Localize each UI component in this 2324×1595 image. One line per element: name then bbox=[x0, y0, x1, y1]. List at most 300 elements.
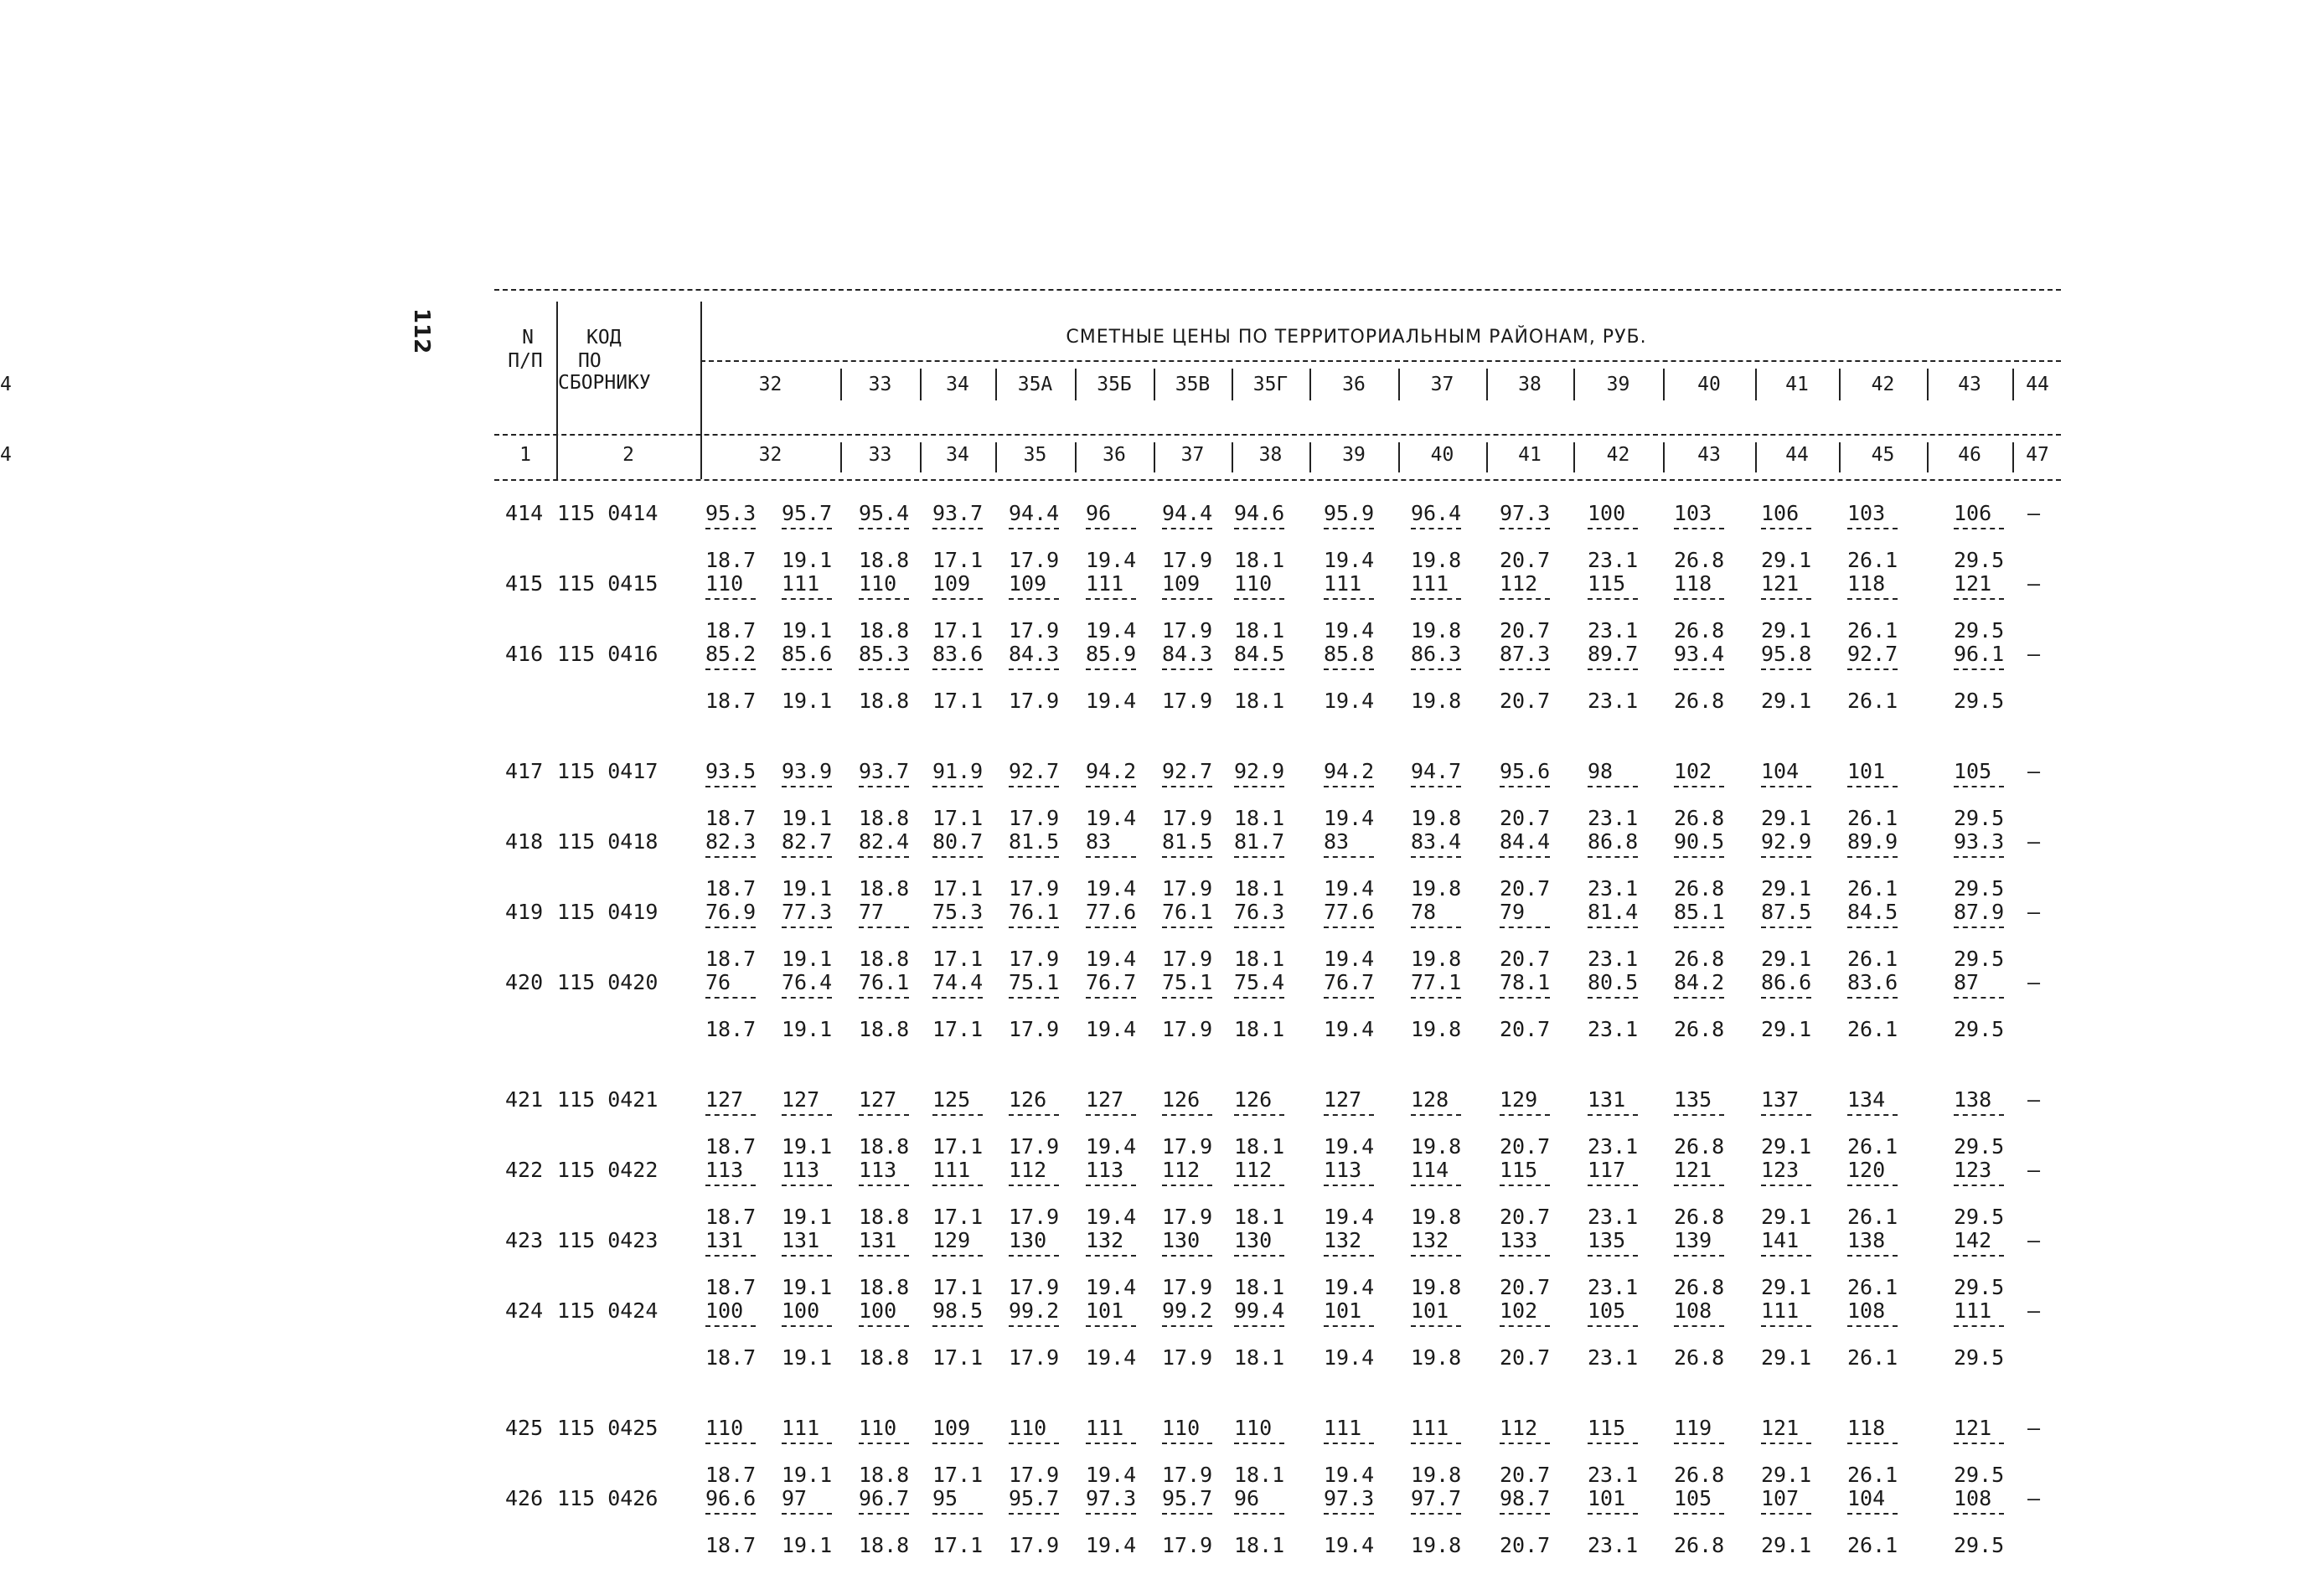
price-value: 113 bbox=[782, 1158, 820, 1182]
denominator-value: 18.1 bbox=[1234, 1134, 1285, 1159]
district-label: 36 bbox=[1342, 374, 1366, 395]
fraction-bar bbox=[1761, 1114, 1811, 1116]
row-code: 115 0417 bbox=[557, 759, 658, 783]
denominator-value: 18.7 bbox=[705, 1345, 757, 1370]
district-label: 43 bbox=[1958, 374, 1981, 395]
price-value: 121 bbox=[1954, 1416, 1992, 1440]
price-value: 77 bbox=[859, 900, 885, 924]
fraction-bar bbox=[859, 856, 909, 858]
price-value: 89.7 bbox=[1588, 642, 1639, 666]
fraction-bar bbox=[1234, 1114, 1284, 1116]
price-value: 85.8 bbox=[1324, 642, 1375, 666]
price-value: 83.4 bbox=[1411, 829, 1462, 854]
denominator-value: 19.4 bbox=[1086, 618, 1137, 643]
denominator-value: 19.4 bbox=[1086, 1533, 1137, 1557]
price-value: 134 bbox=[1847, 1087, 1886, 1112]
fraction-bar bbox=[1234, 1185, 1284, 1186]
fraction-bar bbox=[782, 668, 832, 670]
denominator-value: 19.1 bbox=[782, 947, 833, 971]
price-value: 111 bbox=[1324, 1416, 1362, 1440]
district-label: 33 bbox=[868, 374, 892, 395]
price-value: 118 bbox=[1674, 571, 1712, 596]
price-value: 98 bbox=[1588, 759, 1614, 783]
price-value: 110 bbox=[1162, 1416, 1201, 1440]
fraction-bar bbox=[1086, 1185, 1136, 1186]
price-value: 127 bbox=[1324, 1087, 1362, 1112]
fraction-bar bbox=[932, 528, 983, 529]
denominator-value: 29.5 bbox=[1954, 1205, 2005, 1229]
fraction-bar bbox=[1234, 856, 1284, 858]
fraction-bar bbox=[782, 1185, 832, 1186]
fraction-bar bbox=[1086, 1325, 1136, 1327]
fraction-bar bbox=[1588, 1185, 1638, 1186]
price-value: 108 bbox=[1674, 1298, 1712, 1323]
fraction-bar bbox=[1500, 927, 1550, 928]
price-value: 118 bbox=[1847, 571, 1886, 596]
district-label: 4 bbox=[0, 374, 12, 395]
denominator-value: 19.1 bbox=[782, 689, 833, 713]
denominator-value: 17.9 bbox=[1162, 1463, 1213, 1487]
fraction-bar bbox=[1009, 1255, 1059, 1257]
fraction-bar bbox=[705, 598, 756, 600]
price-value: 92.7 bbox=[1009, 759, 1060, 783]
fraction-bar bbox=[1009, 598, 1059, 600]
denominator-value: 19.4 bbox=[1086, 1463, 1137, 1487]
price-value: 135 bbox=[1674, 1087, 1712, 1112]
fraction-bar bbox=[1761, 927, 1811, 928]
denominator-value: 18.1 bbox=[1234, 806, 1285, 830]
price-value: 96 bbox=[1086, 501, 1112, 525]
price-value: 95 bbox=[932, 1486, 958, 1510]
price-value: 94.6 bbox=[1234, 501, 1285, 525]
denominator-value: 18.7 bbox=[705, 618, 757, 643]
fraction-bar bbox=[1411, 1325, 1461, 1327]
fraction-bar bbox=[1411, 1513, 1461, 1515]
denominator-value: 26.8 bbox=[1674, 947, 1725, 971]
fraction-bar bbox=[1411, 997, 1461, 999]
denominator-value: 18.8 bbox=[859, 1275, 910, 1299]
denominator-value: 19.1 bbox=[782, 1275, 833, 1299]
denominator-value: 17.9 bbox=[1009, 947, 1060, 971]
price-value: 126 bbox=[1234, 1087, 1273, 1112]
denominator-value: 26.1 bbox=[1847, 1017, 1898, 1041]
fraction-bar bbox=[1411, 856, 1461, 858]
fraction-bar bbox=[1847, 1325, 1898, 1327]
denominator-value: 18.8 bbox=[859, 1017, 910, 1041]
price-value: 128 bbox=[1411, 1087, 1449, 1112]
price-value: 77.6 bbox=[1086, 900, 1137, 924]
price-value: 111 bbox=[932, 1158, 971, 1182]
price-value: 95.3 bbox=[705, 501, 757, 525]
denominator-value: 19.4 bbox=[1086, 806, 1137, 830]
price-value: 123 bbox=[1761, 1158, 1800, 1182]
fraction-bar bbox=[1500, 1443, 1550, 1444]
denominator-value: 23.1 bbox=[1588, 806, 1639, 830]
price-value: 110 bbox=[859, 571, 897, 596]
fraction-bar bbox=[1086, 1443, 1136, 1444]
price-value: 109 bbox=[1009, 571, 1047, 596]
denominator-value: 26.1 bbox=[1847, 1275, 1898, 1299]
fraction-bar bbox=[1234, 927, 1284, 928]
fraction-bar bbox=[705, 1185, 756, 1186]
fraction-bar bbox=[1009, 528, 1059, 529]
fraction-bar bbox=[1588, 997, 1638, 999]
denominator-value: 29.1 bbox=[1761, 947, 1812, 971]
row-code: 115 0414 bbox=[557, 501, 658, 525]
denominator-value: 19.1 bbox=[782, 1134, 833, 1159]
row-number: 424 bbox=[505, 1298, 544, 1323]
price-value: 107 bbox=[1761, 1486, 1800, 1510]
price-value: 96.6 bbox=[705, 1486, 757, 1510]
fraction-bar bbox=[1086, 856, 1136, 858]
denominator-value: 23.1 bbox=[1588, 1345, 1639, 1370]
row-number: 415 bbox=[505, 571, 544, 596]
fraction-bar bbox=[1234, 1443, 1284, 1444]
price-value: 105 bbox=[1674, 1486, 1712, 1510]
fraction-bar bbox=[1674, 1443, 1724, 1444]
fraction-bar bbox=[1761, 997, 1811, 999]
price-value: 121 bbox=[1761, 571, 1800, 596]
price-value: 81.5 bbox=[1009, 829, 1060, 854]
fraction-bar bbox=[932, 1513, 983, 1515]
price-value: 100 bbox=[705, 1298, 744, 1323]
fraction-bar bbox=[1162, 1114, 1212, 1116]
fraction-bar bbox=[1674, 997, 1724, 999]
row-number: 425 bbox=[505, 1416, 544, 1440]
denominator-value: 19.8 bbox=[1411, 876, 1462, 901]
row-number: 414 bbox=[505, 501, 544, 525]
price-value: 76 bbox=[705, 970, 731, 994]
fraction-bar bbox=[1162, 1325, 1212, 1327]
price-value: 95.7 bbox=[1162, 1486, 1213, 1510]
fraction-bar bbox=[1162, 856, 1212, 858]
price-value: 113 bbox=[705, 1158, 744, 1182]
fraction-bar bbox=[859, 1325, 909, 1327]
price-value: 76.7 bbox=[1324, 970, 1375, 994]
denominator-value: 18.1 bbox=[1234, 876, 1285, 901]
fraction-bar bbox=[932, 856, 983, 858]
price-value: 93.4 bbox=[1674, 642, 1725, 666]
fraction-bar bbox=[1847, 668, 1898, 670]
price-value: 100 bbox=[782, 1298, 820, 1323]
price-value: 92.9 bbox=[1761, 829, 1812, 854]
truncated-column-mark: – bbox=[2027, 1087, 2041, 1112]
fraction-bar bbox=[1086, 786, 1136, 787]
fraction-bar bbox=[782, 997, 832, 999]
truncated-column-mark: – bbox=[2027, 1298, 2041, 1323]
truncated-column-mark: – bbox=[2027, 1486, 2041, 1510]
fraction-bar bbox=[1954, 1185, 2004, 1186]
price-value: 101 bbox=[1847, 759, 1886, 783]
fraction-bar bbox=[1954, 927, 2004, 928]
district-label: 35Г bbox=[1252, 374, 1289, 395]
fraction-bar bbox=[1761, 1513, 1811, 1515]
fraction-bar bbox=[1588, 927, 1638, 928]
denominator-value: 20.7 bbox=[1500, 876, 1551, 901]
price-value: 84.2 bbox=[1674, 970, 1725, 994]
price-value: 95.8 bbox=[1761, 642, 1812, 666]
denominator-value: 20.7 bbox=[1500, 806, 1551, 830]
fraction-bar bbox=[1009, 856, 1059, 858]
denominator-value: 17.1 bbox=[932, 1017, 984, 1041]
fraction-bar bbox=[1324, 1513, 1374, 1515]
denominator-value: 26.1 bbox=[1847, 947, 1898, 971]
denominator-value: 29.5 bbox=[1954, 1017, 2005, 1041]
price-value: 94.4 bbox=[1162, 501, 1213, 525]
fraction-bar bbox=[1761, 1185, 1811, 1186]
denominator-value: 26.8 bbox=[1674, 1017, 1725, 1041]
denominator-value: 18.1 bbox=[1234, 618, 1285, 643]
price-value: 86.6 bbox=[1761, 970, 1812, 994]
truncated-column-mark: – bbox=[2027, 501, 2041, 525]
denominator-value: 29.1 bbox=[1761, 618, 1812, 643]
fraction-bar bbox=[1954, 997, 2004, 999]
denominator-value: 17.1 bbox=[932, 1463, 984, 1487]
price-value: 110 bbox=[705, 1416, 744, 1440]
denominator-value: 18.8 bbox=[859, 806, 910, 830]
denominator-value: 26.1 bbox=[1847, 1134, 1898, 1159]
denominator-value: 18.1 bbox=[1234, 689, 1285, 713]
fraction-bar bbox=[1500, 856, 1550, 858]
denominator-value: 29.5 bbox=[1954, 1345, 2005, 1370]
price-value: 93.3 bbox=[1954, 829, 2005, 854]
price-value: 132 bbox=[1086, 1228, 1124, 1252]
price-value: 96.4 bbox=[1411, 501, 1462, 525]
fraction-bar bbox=[1086, 997, 1136, 999]
denominator-value: 29.1 bbox=[1761, 689, 1812, 713]
price-value: 110 bbox=[705, 571, 744, 596]
denominator-value: 29.5 bbox=[1954, 806, 2005, 830]
fraction-bar bbox=[1411, 1443, 1461, 1444]
denominator-value: 19.1 bbox=[782, 1205, 833, 1229]
price-value: 96.7 bbox=[859, 1486, 910, 1510]
denominator-value: 20.7 bbox=[1500, 947, 1551, 971]
price-value: 138 bbox=[1847, 1228, 1886, 1252]
price-value: 131 bbox=[705, 1228, 744, 1252]
denominator-value: 29.1 bbox=[1761, 1533, 1812, 1557]
row-code: 115 0420 bbox=[557, 970, 658, 994]
denominator-value: 20.7 bbox=[1500, 1533, 1551, 1557]
fraction-bar bbox=[1162, 528, 1212, 529]
denominator-value: 19.1 bbox=[782, 548, 833, 572]
price-value: 121 bbox=[1674, 1158, 1712, 1182]
price-value: 135 bbox=[1588, 1228, 1626, 1252]
fraction-bar bbox=[705, 1325, 756, 1327]
denominator-value: 18.1 bbox=[1234, 947, 1285, 971]
fraction-bar bbox=[1086, 668, 1136, 670]
denominator-value: 23.1 bbox=[1588, 1134, 1639, 1159]
price-value: 113 bbox=[859, 1158, 897, 1182]
fraction-bar bbox=[1234, 1513, 1284, 1515]
denominator-value: 26.8 bbox=[1674, 1275, 1725, 1299]
row-code: 115 0426 bbox=[557, 1486, 658, 1510]
index-label: 34 bbox=[946, 444, 969, 466]
denominator-value: 29.1 bbox=[1761, 876, 1812, 901]
fraction-bar bbox=[1162, 1185, 1212, 1186]
denominator-value: 18.8 bbox=[859, 1345, 910, 1370]
denominator-value: 18.1 bbox=[1234, 1275, 1285, 1299]
price-value: 75.1 bbox=[1162, 970, 1213, 994]
denominator-value: 17.1 bbox=[932, 876, 984, 901]
fraction-bar bbox=[1009, 1185, 1059, 1186]
fraction-bar bbox=[705, 927, 756, 928]
price-value: 75.1 bbox=[1009, 970, 1060, 994]
denominator-value: 20.7 bbox=[1500, 1463, 1551, 1487]
denominator-value: 26.1 bbox=[1847, 1463, 1898, 1487]
denominator-value: 26.8 bbox=[1674, 1345, 1725, 1370]
price-value: 109 bbox=[932, 571, 971, 596]
fraction-bar bbox=[1954, 528, 2004, 529]
fraction-bar bbox=[1588, 1443, 1638, 1444]
index-label: 32 bbox=[758, 444, 782, 466]
index-label: 1 bbox=[519, 444, 531, 466]
denominator-value: 26.1 bbox=[1847, 1345, 1898, 1370]
index-label: 47 bbox=[2026, 444, 2049, 466]
denominator-value: 17.9 bbox=[1009, 1463, 1060, 1487]
district-label: 35Б bbox=[1097, 374, 1132, 395]
denominator-value: 19.4 bbox=[1324, 947, 1375, 971]
denominator-value: 17.1 bbox=[932, 806, 984, 830]
district-label: 42 bbox=[1871, 374, 1895, 395]
fraction-bar bbox=[705, 786, 756, 787]
fraction-bar bbox=[1674, 786, 1724, 787]
price-value: 85.9 bbox=[1086, 642, 1137, 666]
price-value: 100 bbox=[1588, 501, 1626, 525]
price-value: 100 bbox=[859, 1298, 897, 1323]
denominator-value: 18.8 bbox=[859, 1134, 910, 1159]
fraction-bar bbox=[1761, 1255, 1811, 1257]
fraction-bar bbox=[1009, 1443, 1059, 1444]
denominator-value: 19.4 bbox=[1324, 1275, 1375, 1299]
fraction-bar bbox=[1411, 1114, 1461, 1116]
denominator-value: 18.1 bbox=[1234, 1463, 1285, 1487]
denominator-value: 23.1 bbox=[1588, 876, 1639, 901]
price-value: 76.3 bbox=[1234, 900, 1285, 924]
district-label: 37 bbox=[1430, 374, 1454, 395]
fraction-bar bbox=[1411, 786, 1461, 787]
fraction-bar bbox=[1588, 786, 1638, 787]
truncated-column-mark: – bbox=[2027, 829, 2041, 854]
fraction-bar bbox=[1588, 1513, 1638, 1515]
denominator-value: 18.7 bbox=[705, 806, 757, 830]
price-value: 110 bbox=[859, 1416, 897, 1440]
fraction-bar bbox=[782, 856, 832, 858]
fraction-bar bbox=[1234, 598, 1284, 600]
denominator-value: 18.8 bbox=[859, 548, 910, 572]
price-value: 76.7 bbox=[1086, 970, 1137, 994]
fraction-bar bbox=[1324, 856, 1374, 858]
truncated-column-mark: – bbox=[2027, 642, 2041, 666]
denominator-value: 19.8 bbox=[1411, 1533, 1462, 1557]
fraction-bar bbox=[932, 1185, 983, 1186]
denominator-value: 19.8 bbox=[1411, 1017, 1462, 1041]
price-value: 98.5 bbox=[932, 1298, 984, 1323]
price-value: 93.7 bbox=[932, 501, 984, 525]
denominator-value: 19.1 bbox=[782, 618, 833, 643]
denominator-value: 18.1 bbox=[1234, 1345, 1285, 1370]
denominator-value: 26.1 bbox=[1847, 689, 1898, 713]
denominator-value: 19.4 bbox=[1086, 876, 1137, 901]
denominator-value: 23.1 bbox=[1588, 689, 1639, 713]
price-value: 76.9 bbox=[705, 900, 757, 924]
price-value: 114 bbox=[1411, 1158, 1449, 1182]
fraction-bar bbox=[1954, 1443, 2004, 1444]
denominator-value: 17.1 bbox=[932, 618, 984, 643]
fraction-bar bbox=[705, 997, 756, 999]
denominator-value: 17.9 bbox=[1009, 1205, 1060, 1229]
fraction-bar bbox=[859, 997, 909, 999]
fraction-bar bbox=[1009, 1325, 1059, 1327]
fraction-bar bbox=[1411, 598, 1461, 600]
price-value: 99.2 bbox=[1162, 1298, 1213, 1323]
fraction-bar bbox=[1500, 1255, 1550, 1257]
fraction-bar bbox=[1324, 927, 1374, 928]
fraction-bar bbox=[1411, 668, 1461, 670]
fraction-bar bbox=[1500, 598, 1550, 600]
fraction-bar bbox=[1761, 1325, 1811, 1327]
fraction-bar bbox=[782, 1325, 832, 1327]
price-value: 78 bbox=[1411, 900, 1437, 924]
price-value: 85.1 bbox=[1674, 900, 1725, 924]
denominator-value: 29.5 bbox=[1954, 876, 2005, 901]
fraction-bar bbox=[1847, 997, 1898, 999]
price-value: 89.9 bbox=[1847, 829, 1898, 854]
district-label: 44 bbox=[2026, 374, 2049, 395]
price-value: 127 bbox=[782, 1087, 820, 1112]
denominator-value: 18.7 bbox=[705, 1533, 757, 1557]
truncated-column-mark: – bbox=[2027, 1416, 2041, 1440]
denominator-value: 18.1 bbox=[1234, 1017, 1285, 1041]
price-value: 115 bbox=[1588, 571, 1626, 596]
fraction-bar bbox=[1086, 927, 1136, 928]
denominator-value: 18.7 bbox=[705, 1017, 757, 1041]
price-value: 87.5 bbox=[1761, 900, 1812, 924]
price-value: 97.3 bbox=[1500, 501, 1551, 525]
price-value: 99.4 bbox=[1234, 1298, 1285, 1323]
price-value: 111 bbox=[1086, 571, 1124, 596]
denominator-value: 23.1 bbox=[1588, 1533, 1639, 1557]
price-value: 112 bbox=[1500, 1416, 1538, 1440]
row-number: 419 bbox=[505, 900, 544, 924]
fraction-bar bbox=[1761, 786, 1811, 787]
denominator-value: 19.4 bbox=[1324, 1463, 1375, 1487]
denominator-value: 19.1 bbox=[782, 1533, 833, 1557]
price-value: 112 bbox=[1234, 1158, 1273, 1182]
denominator-value: 17.1 bbox=[932, 1205, 984, 1229]
price-value: 103 bbox=[1847, 501, 1886, 525]
denominator-value: 18.7 bbox=[705, 876, 757, 901]
denominator-value: 19.4 bbox=[1324, 1017, 1375, 1041]
denominator-value: 29.1 bbox=[1761, 1463, 1812, 1487]
price-value: 111 bbox=[1411, 1416, 1449, 1440]
row-code: 115 0423 bbox=[557, 1228, 658, 1252]
denominator-value: 18.8 bbox=[859, 1463, 910, 1487]
price-value: 82.3 bbox=[705, 829, 757, 854]
row-number: 418 bbox=[505, 829, 544, 854]
price-value: 115 bbox=[1500, 1158, 1538, 1182]
fraction-bar bbox=[1674, 668, 1724, 670]
fraction-bar bbox=[1847, 528, 1898, 529]
fraction-bar bbox=[1674, 1325, 1724, 1327]
denominator-value: 17.1 bbox=[932, 1134, 984, 1159]
price-value: 111 bbox=[1411, 571, 1449, 596]
row-number: 417 bbox=[505, 759, 544, 783]
denominator-value: 26.8 bbox=[1674, 1205, 1725, 1229]
fraction-bar bbox=[1500, 786, 1550, 787]
fraction-bar bbox=[1009, 997, 1059, 999]
table-title: СМЕТНЫЕ ЦЕНЫ ПО ТЕРРИТОРИАЛЬНЫМ РАЙОНАМ, РУБ. bbox=[1066, 327, 1647, 348]
fraction-bar bbox=[1500, 1185, 1550, 1186]
